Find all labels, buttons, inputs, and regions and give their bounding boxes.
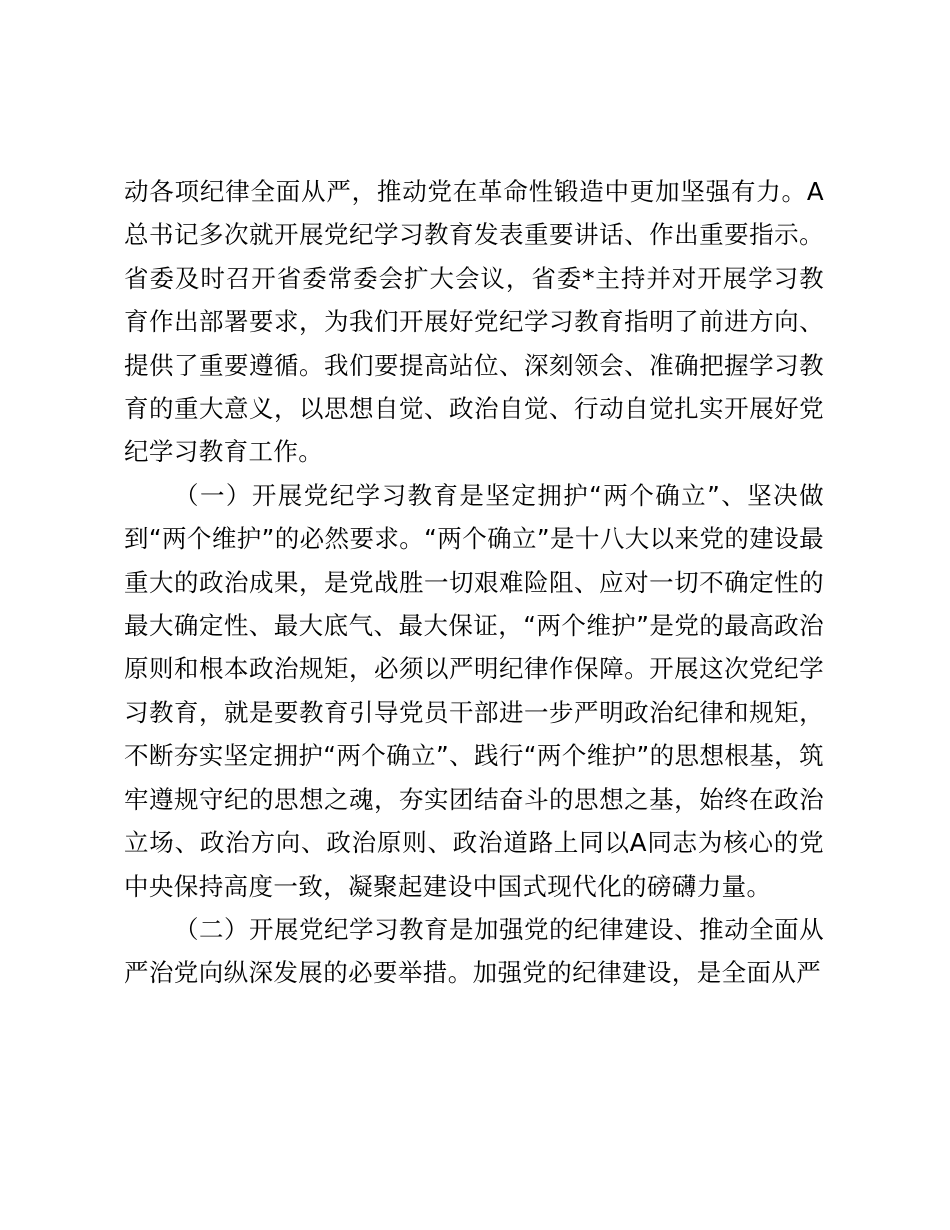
document-body <box>124 170 824 995</box>
paragraph-intro: 动各项纪律全面从严，推动党在革命性锻造中更加坚强有力。A总书记多次就开展党纪学习教育发表重要讲话、作出重要指示。省委及时召开省委常委会扩大会议，省委*主持并对开展学习教育作出部署要求，为我们开展好党纪学习教育指明了前进方向、提供了重要遵循。我们要提高站位、深刻领会、准确把握学习教育的重大意义，以思想自觉、政治自觉、行动自觉扎实开展好党纪学习教育工作。 <box>124 177 824 467</box>
paragraph-section-one: （一）开展党纪学习教育是坚定拥护“两个确立”、坚决做到“两个维护”的必然要求。“两个确立”是十八大以来党的建设最重大的政治成果，是党战胜一切艰难险阻、应对一切不确定性的最大确定性、最大底气、最大保证，“两个维护”是党的最高政治原则和根本政治规矩，必须以严明纪律作保障。开展这次党纪学习教育，就是要教育引导党员干部进一步严明政治纪律和规矩，不断夯实坚定拥护“两个确立”、践行“两个维护”的思想根基，筑牢遵规守纪的思想之魂，夯实团结奋斗的思想之基，始终在政治立场、政治方向、政治原则、政治道路上同以A同志为核心的党中央保持高度一致，凝聚起建设中国式现代化的磅礴力量。 <box>124 480 824 901</box>
paragraph-section-two: （二）开展党纪学习教育是加强党的纪律建设、推动全面从严治党向纵深发展的必要举措。加强党的纪律建设，是全面从严 <box>124 914 824 988</box>
